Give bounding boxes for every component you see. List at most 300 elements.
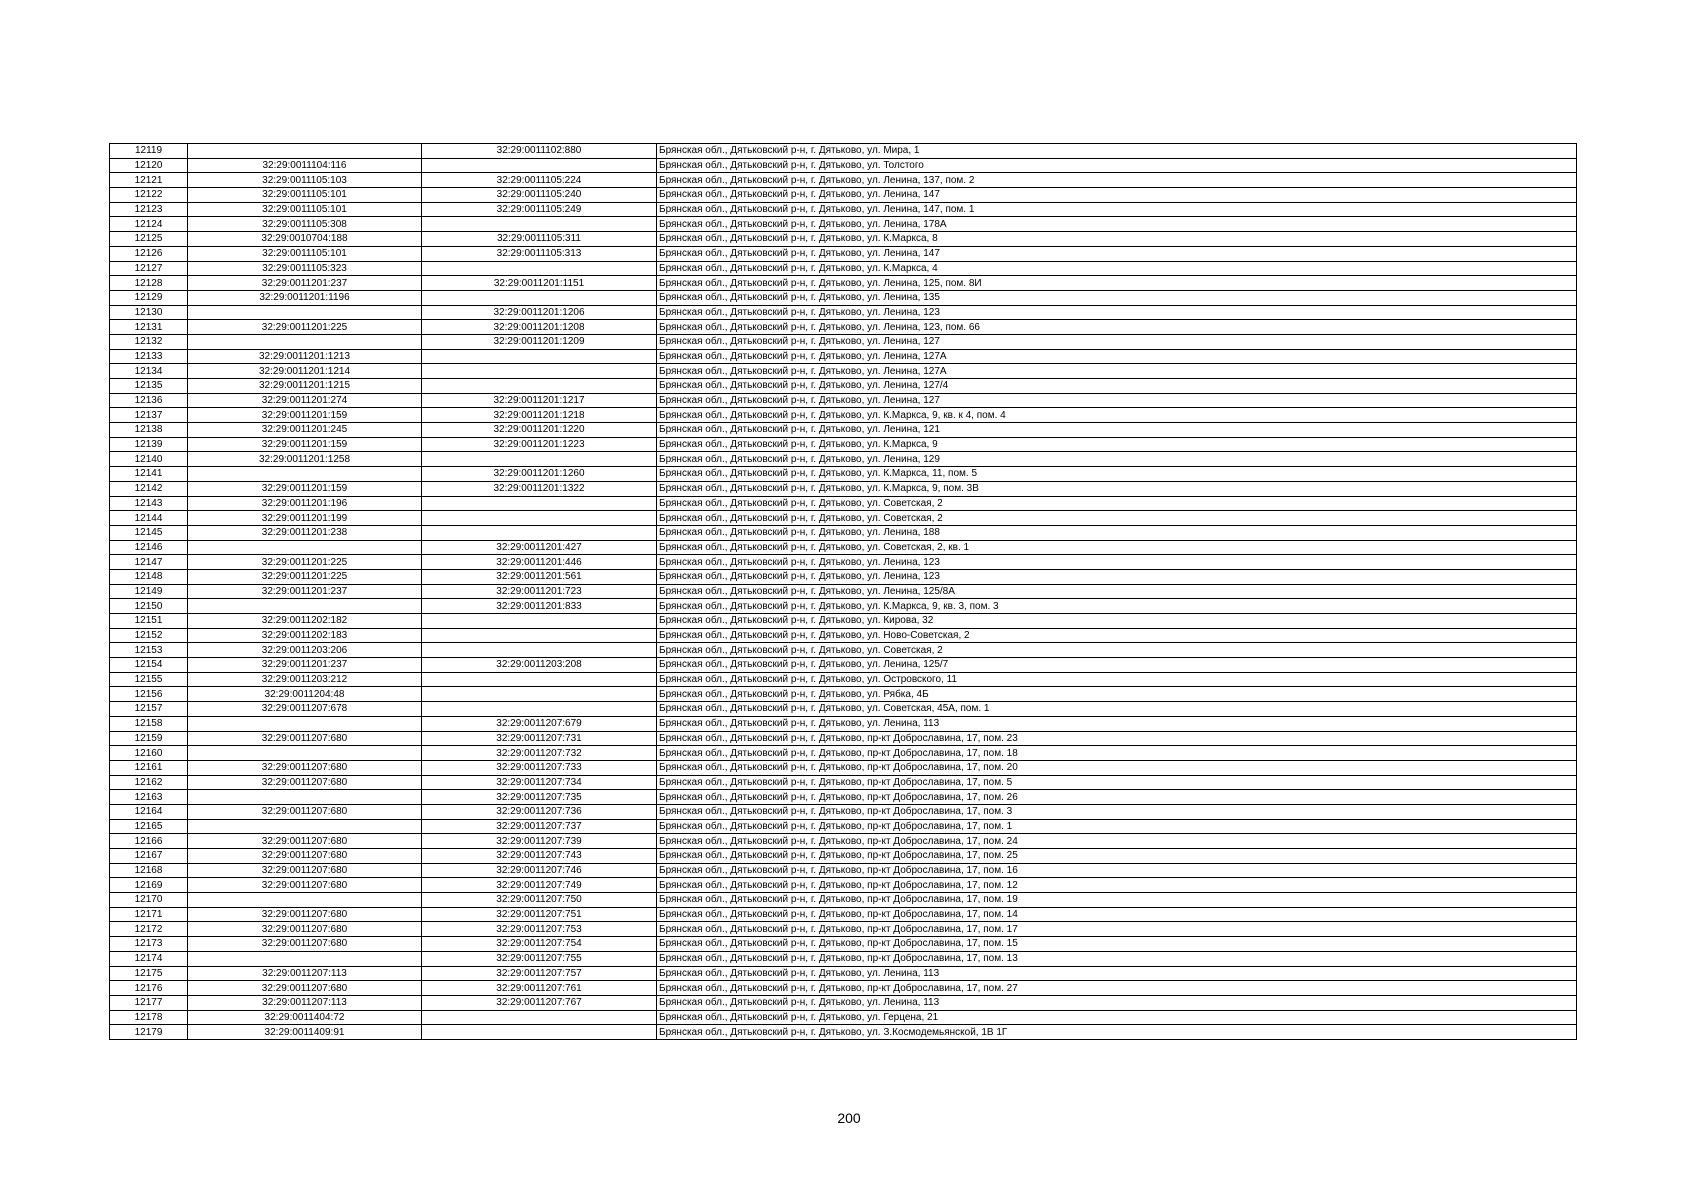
row-number-cell: 12126 — [110, 246, 188, 261]
table-row — [110, 232, 1577, 247]
parcel-number-cell: 32:29:0011104:116 — [188, 158, 422, 173]
row-number-cell: 12176 — [110, 981, 188, 996]
row-number-cell: 12145 — [110, 525, 188, 540]
parcel-number-cell: 32:29:0011207:678 — [188, 702, 422, 717]
address-cell: Брянская обл., Дятьковский р-н, г. Дятьково, пр-кт Доброславина, 17, пом. 5 — [657, 775, 1577, 790]
parcel-number-cell: 32:29:0011201:225 — [188, 320, 422, 335]
table-row — [110, 423, 1577, 438]
address-cell: Брянская обл., Дятьковский р-н, г. Дятьково, ул. Ленина, 123 — [657, 569, 1577, 584]
parcel-number-cell: 32:29:0011207:113 — [188, 995, 422, 1010]
parcel-number-cell: 32:29:0011207:680 — [188, 804, 422, 819]
row-number-cell: 12161 — [110, 760, 188, 775]
row-number-cell: 12125 — [110, 232, 188, 247]
address-cell: Брянская обл., Дятьковский р-н, г. Дятьково, ул. Ленина, 113 — [657, 966, 1577, 981]
parcel-number-cell: 32:29:0011201:1214 — [188, 364, 422, 379]
parcel-number-cell: 32:29:0011201:1196 — [188, 290, 422, 305]
address-cell: Брянская обл., Дятьковский р-н, г. Дятьково, пр-кт Доброславина, 17, пом. 15 — [657, 937, 1577, 952]
address-cell: Брянская обл., Дятьковский р-н, г. Дятьково, пр-кт Доброславина, 17, пом. 17 — [657, 922, 1577, 937]
row-number-cell: 12172 — [110, 922, 188, 937]
parcel-number-cell: 32:29:0011207:680 — [188, 760, 422, 775]
address-cell: Брянская обл., Дятьковский р-н, г. Дятьково, ул. К.Маркса, 4 — [657, 261, 1577, 276]
table-row — [110, 393, 1577, 408]
parcel-number-cell: 32:29:0011105:103 — [188, 173, 422, 188]
table-row — [110, 760, 1577, 775]
table-row — [110, 834, 1577, 849]
object-number-cell: 32:29:0011201:1217 — [422, 393, 657, 408]
table-row — [110, 922, 1577, 937]
table-row — [110, 305, 1577, 320]
address-cell: Брянская обл., Дятьковский р-н, г. Дятьково, ул. Ленина, 123 — [657, 555, 1577, 570]
object-number-cell — [422, 349, 657, 364]
row-number-cell: 12157 — [110, 702, 188, 717]
parcel-number-cell: 32:29:0011207:680 — [188, 922, 422, 937]
parcel-number-cell — [188, 599, 422, 614]
table-row — [110, 540, 1577, 555]
parcel-number-cell — [188, 819, 422, 834]
object-number-cell: 32:29:0011207:754 — [422, 937, 657, 952]
address-cell: Брянская обл., Дятьковский р-н, г. Дятьково, ул. Кирова, 32 — [657, 614, 1577, 629]
parcel-number-cell: 32:29:0011202:183 — [188, 628, 422, 643]
parcel-number-cell: 32:29:0011201:225 — [188, 569, 422, 584]
object-number-cell: 32:29:0011201:1322 — [422, 481, 657, 496]
object-number-cell: 32:29:0011207:731 — [422, 731, 657, 746]
address-cell: Брянская обл., Дятьковский р-н, г. Дятьково, ул. Герцена, 21 — [657, 1010, 1577, 1025]
parcel-number-cell: 32:29:0011201:196 — [188, 496, 422, 511]
parcel-number-cell: 32:29:0011201:237 — [188, 276, 422, 291]
parcel-number-cell: 32:29:0011207:680 — [188, 863, 422, 878]
address-cell: Брянская обл., Дятьковский р-н, г. Дятьково, ул. К.Маркса, 8 — [657, 232, 1577, 247]
table-row — [110, 584, 1577, 599]
address-cell: Брянская обл., Дятьковский р-н, г. Дятьково, ул. Ленина, 188 — [657, 525, 1577, 540]
row-number-cell: 12140 — [110, 452, 188, 467]
parcel-number-cell — [188, 790, 422, 805]
parcel-number-cell: 32:29:0011201:245 — [188, 423, 422, 438]
table-row — [110, 951, 1577, 966]
address-cell: Брянская обл., Дятьковский р-н, г. Дятьково, ул. Советская, 2 — [657, 496, 1577, 511]
table-row — [110, 981, 1577, 996]
object-number-cell — [422, 364, 657, 379]
table-row — [110, 893, 1577, 908]
parcel-number-cell: 32:29:0011201:225 — [188, 555, 422, 570]
address-cell: Брянская обл., Дятьковский р-н, г. Дятьково, ул. З.Космодемьянской, 1В 1Г — [657, 1025, 1577, 1040]
table-row — [110, 863, 1577, 878]
row-number-cell: 12162 — [110, 775, 188, 790]
address-cell: Брянская обл., Дятьковский р-н, г. Дятьково, ул. Ленина, 113 — [657, 995, 1577, 1010]
address-cell: Брянская обл., Дятьковский р-н, г. Дятьково, ул. К.Маркса, 9, кв. к 4, пом. 4 — [657, 408, 1577, 423]
address-cell: Брянская обл., Дятьковский р-н, г. Дятьково, ул. К.Маркса, 9, пом. 3В — [657, 481, 1577, 496]
row-number-cell: 12153 — [110, 643, 188, 658]
object-number-cell: 32:29:0011201:1223 — [422, 437, 657, 452]
row-number-cell: 12142 — [110, 481, 188, 496]
object-number-cell: 32:29:0011207:750 — [422, 893, 657, 908]
object-number-cell: 32:29:0011203:208 — [422, 658, 657, 673]
table-row — [110, 907, 1577, 922]
address-cell: Брянская обл., Дятьковский р-н, г. Дятьково, ул. Ленина, 123 — [657, 305, 1577, 320]
address-cell: Брянская обл., Дятьковский р-н, г. Дятьково, ул. Ленина, 123, пом. 66 — [657, 320, 1577, 335]
address-cell: Брянская обл., Дятьковский р-н, г. Дятьково, пр-кт Доброславина, 17, пом. 24 — [657, 834, 1577, 849]
parcel-number-cell: 32:29:0011105:308 — [188, 217, 422, 232]
row-number-cell: 12168 — [110, 863, 188, 878]
table-row — [110, 746, 1577, 761]
parcel-number-cell: 32:29:0011201:159 — [188, 437, 422, 452]
row-number-cell: 12170 — [110, 893, 188, 908]
object-number-cell: 32:29:0011207:679 — [422, 716, 657, 731]
parcel-number-cell: 32:29:0011105:323 — [188, 261, 422, 276]
address-cell: Брянская обл., Дятьковский р-н, г. Дятьково, ул. Рябка, 4Б — [657, 687, 1577, 702]
object-number-cell: 32:29:0011207:746 — [422, 863, 657, 878]
table-row — [110, 937, 1577, 952]
row-number-cell: 12144 — [110, 511, 188, 526]
object-number-cell: 32:29:0011105:311 — [422, 232, 657, 247]
address-cell: Брянская обл., Дятьковский р-н, г. Дятьково, ул. Ленина, 147, пом. 1 — [657, 202, 1577, 217]
object-number-cell: 32:29:0011105:313 — [422, 246, 657, 261]
parcel-number-cell: 32:29:0011207:680 — [188, 731, 422, 746]
parcel-number-cell: 32:29:0011207:680 — [188, 937, 422, 952]
address-cell: Брянская обл., Дятьковский р-н, г. Дятьково, ул. Ленина, 125, пом. 8И — [657, 276, 1577, 291]
table-row — [110, 628, 1577, 643]
address-cell: Брянская обл., Дятьковский р-н, г. Дятьково, ул. Ленина, 147 — [657, 246, 1577, 261]
row-number-cell: 12127 — [110, 261, 188, 276]
parcel-number-cell: 32:29:0011207:680 — [188, 907, 422, 922]
row-number-cell: 12148 — [110, 569, 188, 584]
object-number-cell: 32:29:0011207:735 — [422, 790, 657, 805]
table-row — [110, 496, 1577, 511]
table-row — [110, 819, 1577, 834]
address-cell: Брянская обл., Дятьковский р-н, г. Дятьково, ул. Ленина, 127/4 — [657, 379, 1577, 394]
table-row — [110, 702, 1577, 717]
parcel-number-cell — [188, 144, 422, 159]
address-cell: Брянская обл., Дятьковский р-н, г. Дятьково, ул. Ленина, 125/8А — [657, 584, 1577, 599]
object-number-cell — [422, 614, 657, 629]
parcel-number-cell: 32:29:0011409:91 — [188, 1025, 422, 1040]
object-number-cell: 32:29:0011201:1260 — [422, 467, 657, 482]
parcel-number-cell: 32:29:0011201:1215 — [188, 379, 422, 394]
row-number-cell: 12141 — [110, 467, 188, 482]
row-number-cell: 12131 — [110, 320, 188, 335]
parcel-number-cell — [188, 467, 422, 482]
parcel-number-cell: 32:29:0011105:101 — [188, 188, 422, 203]
object-number-cell — [422, 1025, 657, 1040]
table-row — [110, 555, 1577, 570]
row-number-cell: 12156 — [110, 687, 188, 702]
table-row — [110, 334, 1577, 349]
row-number-cell: 12122 — [110, 188, 188, 203]
address-cell: Брянская обл., Дятьковский р-н, г. Дятьково, пр-кт Доброславина, 17, пом. 14 — [657, 907, 1577, 922]
row-number-cell: 12165 — [110, 819, 188, 834]
parcel-number-cell: 32:29:0011201:1213 — [188, 349, 422, 364]
row-number-cell: 12150 — [110, 599, 188, 614]
parcel-number-cell: 32:29:0011105:101 — [188, 202, 422, 217]
object-number-cell: 32:29:0011207:751 — [422, 907, 657, 922]
object-number-cell — [422, 452, 657, 467]
object-number-cell — [422, 672, 657, 687]
object-number-cell: 32:29:0011207:743 — [422, 849, 657, 864]
table-row — [110, 804, 1577, 819]
parcel-number-cell: 32:29:0011201:237 — [188, 658, 422, 673]
table-row — [110, 687, 1577, 702]
parcel-number-cell — [188, 746, 422, 761]
table-row — [110, 995, 1577, 1010]
table-row — [110, 144, 1577, 159]
address-cell: Брянская обл., Дятьковский р-н, г. Дятьково, ул. Ленина, 127 — [657, 334, 1577, 349]
object-number-cell: 32:29:0011201:1151 — [422, 276, 657, 291]
address-cell: Брянская обл., Дятьковский р-н, г. Дятьково, ул. Ленина, 121 — [657, 423, 1577, 438]
table-row — [110, 217, 1577, 232]
row-number-cell: 12177 — [110, 995, 188, 1010]
object-number-cell: 32:29:0011207:753 — [422, 922, 657, 937]
row-number-cell: 12143 — [110, 496, 188, 511]
address-cell: Брянская обл., Дятьковский р-н, г. Дятьково, пр-кт Доброславина, 17, пом. 12 — [657, 878, 1577, 893]
address-cell: Брянская обл., Дятьковский р-н, г. Дятьково, пр-кт Доброславина, 17, пом. 19 — [657, 893, 1577, 908]
row-number-cell: 12119 — [110, 144, 188, 159]
address-cell: Брянская обл., Дятьковский р-н, г. Дятьково, пр-кт Доброславина, 17, пом. 18 — [657, 746, 1577, 761]
row-number-cell: 12160 — [110, 746, 188, 761]
object-number-cell: 32:29:0011207:733 — [422, 760, 657, 775]
parcel-number-cell — [188, 305, 422, 320]
parcel-number-cell: 32:29:0010704:188 — [188, 232, 422, 247]
row-number-cell: 12175 — [110, 966, 188, 981]
table-row — [110, 290, 1577, 305]
row-number-cell: 12146 — [110, 540, 188, 555]
address-cell: Брянская обл., Дятьковский р-н, г. Дятьково, ул. Советская, 45А, пом. 1 — [657, 702, 1577, 717]
object-number-cell: 32:29:0011105:249 — [422, 202, 657, 217]
object-number-cell — [422, 525, 657, 540]
object-number-cell: 32:29:0011105:224 — [422, 173, 657, 188]
object-number-cell: 32:29:0011201:561 — [422, 569, 657, 584]
address-cell: Брянская обл., Дятьковский р-н, г. Дятьково, ул. Ново-Советская, 2 — [657, 628, 1577, 643]
object-number-cell: 32:29:0011207:757 — [422, 966, 657, 981]
object-number-cell: 32:29:0011207:767 — [422, 995, 657, 1010]
object-number-cell — [422, 379, 657, 394]
object-number-cell — [422, 702, 657, 717]
row-number-cell: 12129 — [110, 290, 188, 305]
row-number-cell: 12178 — [110, 1010, 188, 1025]
table-row — [110, 614, 1577, 629]
table-row — [110, 437, 1577, 452]
address-cell: Брянская обл., Дятьковский р-н, г. Дятьково, пр-кт Доброславина, 17, пом. 13 — [657, 951, 1577, 966]
row-number-cell: 12139 — [110, 437, 188, 452]
table-row — [110, 966, 1577, 981]
object-number-cell — [422, 158, 657, 173]
object-number-cell: 32:29:0011102:880 — [422, 144, 657, 159]
row-number-cell: 12173 — [110, 937, 188, 952]
table-row — [110, 599, 1577, 614]
parcel-number-cell: 32:29:0011207:680 — [188, 849, 422, 864]
parcel-number-cell: 32:29:0011203:206 — [188, 643, 422, 658]
row-number-cell: 12174 — [110, 951, 188, 966]
object-number-cell: 32:29:0011207:737 — [422, 819, 657, 834]
object-number-cell: 32:29:0011207:749 — [422, 878, 657, 893]
parcel-number-cell: 32:29:0011202:182 — [188, 614, 422, 629]
table-row — [110, 716, 1577, 731]
parcel-number-cell — [188, 334, 422, 349]
address-cell: Брянская обл., Дятьковский р-н, г. Дятьково, ул. Ленина, 147 — [657, 188, 1577, 203]
object-number-cell — [422, 217, 657, 232]
parcel-number-cell: 32:29:0011201:237 — [188, 584, 422, 599]
table-row — [110, 643, 1577, 658]
parcel-number-cell: 32:29:0011201:1258 — [188, 452, 422, 467]
object-number-cell — [422, 511, 657, 526]
address-cell: Брянская обл., Дятьковский р-н, г. Дятьково, ул. Ленина, 127А — [657, 364, 1577, 379]
table-row — [110, 261, 1577, 276]
object-number-cell: 32:29:0011201:1208 — [422, 320, 657, 335]
parcel-number-cell: 32:29:0011201:159 — [188, 408, 422, 423]
table-row — [110, 158, 1577, 173]
object-number-cell: 32:29:0011207:732 — [422, 746, 657, 761]
object-number-cell: 32:29:0011207:761 — [422, 981, 657, 996]
table-row — [110, 452, 1577, 467]
address-cell: Брянская обл., Дятьковский р-н, г. Дятьково, пр-кт Доброславина, 17, пом. 27 — [657, 981, 1577, 996]
table-row — [110, 188, 1577, 203]
table-row — [110, 1025, 1577, 1040]
table-row — [110, 246, 1577, 261]
object-number-cell — [422, 643, 657, 658]
address-cell: Брянская обл., Дятьковский р-н, г. Дятьково, ул. Мира, 1 — [657, 144, 1577, 159]
row-number-cell: 12132 — [110, 334, 188, 349]
address-cell: Брянская обл., Дятьковский р-н, г. Дятьково, пр-кт Доброславина, 17, пом. 1 — [657, 819, 1577, 834]
object-number-cell: 32:29:0011207:734 — [422, 775, 657, 790]
address-cell: Брянская обл., Дятьковский р-н, г. Дятьково, ул. Советская, 2 — [657, 511, 1577, 526]
row-number-cell: 12134 — [110, 364, 188, 379]
address-cell: Брянская обл., Дятьковский р-н, г. Дятьково, пр-кт Доброславина, 17, пом. 20 — [657, 760, 1577, 775]
table-row — [110, 511, 1577, 526]
parcel-number-cell: 32:29:0011207:680 — [188, 878, 422, 893]
address-cell: Брянская обл., Дятьковский р-н, г. Дятьково, ул. Ленина, 127 — [657, 393, 1577, 408]
row-number-cell: 12167 — [110, 849, 188, 864]
row-number-cell: 12128 — [110, 276, 188, 291]
table-row — [110, 790, 1577, 805]
table-row — [110, 775, 1577, 790]
row-number-cell: 12151 — [110, 614, 188, 629]
row-number-cell: 12171 — [110, 907, 188, 922]
table-row — [110, 202, 1577, 217]
row-number-cell: 12159 — [110, 731, 188, 746]
parcel-number-cell: 32:29:0011201:199 — [188, 511, 422, 526]
address-cell: Брянская обл., Дятьковский р-н, г. Дятьково, ул. Островского, 11 — [657, 672, 1577, 687]
object-number-cell — [422, 628, 657, 643]
row-number-cell: 12137 — [110, 408, 188, 423]
object-number-cell: 32:29:0011207:755 — [422, 951, 657, 966]
address-cell: Брянская обл., Дятьковский р-н, г. Дятьково, пр-кт Доброславина, 17, пом. 16 — [657, 863, 1577, 878]
row-number-cell: 12133 — [110, 349, 188, 364]
parcel-number-cell: 32:29:0011105:101 — [188, 246, 422, 261]
table-row — [110, 569, 1577, 584]
row-number-cell: 12123 — [110, 202, 188, 217]
object-number-cell: 32:29:0011105:240 — [422, 188, 657, 203]
object-number-cell: 32:29:0011201:1206 — [422, 305, 657, 320]
table-row — [110, 364, 1577, 379]
address-cell: Брянская обл., Дятьковский р-н, г. Дятьково, ул. Ленина, 135 — [657, 290, 1577, 305]
row-number-cell: 12166 — [110, 834, 188, 849]
object-number-cell: 32:29:0011201:446 — [422, 555, 657, 570]
table-row — [110, 349, 1577, 364]
object-number-cell: 32:29:0011201:1218 — [422, 408, 657, 423]
table-row — [110, 731, 1577, 746]
row-number-cell: 12124 — [110, 217, 188, 232]
address-cell: Брянская обл., Дятьковский р-н, г. Дятьково, ул. Ленина, 125/7 — [657, 658, 1577, 673]
table-row — [110, 672, 1577, 687]
object-number-cell: 32:29:0011201:833 — [422, 599, 657, 614]
address-cell: Брянская обл., Дятьковский р-н, г. Дятьково, ул. Советская, 2 — [657, 643, 1577, 658]
parcel-number-cell — [188, 951, 422, 966]
address-cell: Брянская обл., Дятьковский р-н, г. Дятьково, пр-кт Доброславина, 17, пом. 23 — [657, 731, 1577, 746]
table-row — [110, 379, 1577, 394]
table-row — [110, 481, 1577, 496]
address-cell: Брянская обл., Дятьковский р-н, г. Дятьково, ул. Толстого — [657, 158, 1577, 173]
table-row — [110, 849, 1577, 864]
row-number-cell: 12130 — [110, 305, 188, 320]
object-number-cell — [422, 290, 657, 305]
parcel-number-cell: 32:29:0011207:680 — [188, 834, 422, 849]
address-cell: Брянская обл., Дятьковский р-н, г. Дятьково, ул. К.Маркса, 11, пом. 5 — [657, 467, 1577, 482]
row-number-cell: 12120 — [110, 158, 188, 173]
address-cell: Брянская обл., Дятьковский р-н, г. Дятьково, пр-кт Доброславина, 17, пом. 3 — [657, 804, 1577, 819]
address-cell: Брянская обл., Дятьковский р-н, г. Дятьково, пр-кт Доброславина, 17, пом. 25 — [657, 849, 1577, 864]
parcel-number-cell: 32:29:0011201:238 — [188, 525, 422, 540]
row-number-cell: 12154 — [110, 658, 188, 673]
table-row — [110, 408, 1577, 423]
table-row — [110, 276, 1577, 291]
table-row — [110, 658, 1577, 673]
row-number-cell: 12121 — [110, 173, 188, 188]
parcel-number-cell: 32:29:0011203:212 — [188, 672, 422, 687]
row-number-cell: 12163 — [110, 790, 188, 805]
address-cell: Брянская обл., Дятьковский р-н, г. Дятьково, ул. Советская, 2, кв. 1 — [657, 540, 1577, 555]
row-number-cell: 12152 — [110, 628, 188, 643]
page-number: 200 — [837, 1110, 861, 1126]
object-number-cell: 32:29:0011201:723 — [422, 584, 657, 599]
row-number-cell: 12147 — [110, 555, 188, 570]
registry-table — [109, 143, 1577, 1040]
object-number-cell — [422, 687, 657, 702]
row-number-cell: 12179 — [110, 1025, 188, 1040]
table-row — [110, 320, 1577, 335]
row-number-cell: 12155 — [110, 672, 188, 687]
row-number-cell: 12136 — [110, 393, 188, 408]
row-number-cell: 12158 — [110, 716, 188, 731]
address-cell: Брянская обл., Дятьковский р-н, г. Дятьково, ул. К.Маркса, 9 — [657, 437, 1577, 452]
parcel-number-cell: 32:29:0011207:113 — [188, 966, 422, 981]
address-cell: Брянская обл., Дятьковский р-н, г. Дятьково, ул. К.Маркса, 9, кв. 3, пом. 3 — [657, 599, 1577, 614]
parcel-number-cell: 32:29:0011201:274 — [188, 393, 422, 408]
row-number-cell: 12164 — [110, 804, 188, 819]
parcel-number-cell: 32:29:0011204:48 — [188, 687, 422, 702]
table-row — [110, 173, 1577, 188]
parcel-number-cell — [188, 893, 422, 908]
object-number-cell — [422, 261, 657, 276]
object-number-cell: 32:29:0011201:427 — [422, 540, 657, 555]
object-number-cell — [422, 496, 657, 511]
object-number-cell: 32:29:0011201:1220 — [422, 423, 657, 438]
object-number-cell: 32:29:0011207:739 — [422, 834, 657, 849]
parcel-number-cell — [188, 716, 422, 731]
parcel-number-cell: 32:29:0011207:680 — [188, 775, 422, 790]
address-cell: Брянская обл., Дятьковский р-н, г. Дятьково, ул. Ленина, 178А — [657, 217, 1577, 232]
address-cell: Брянская обл., Дятьковский р-н, г. Дятьково, ул. Ленина, 127А — [657, 349, 1577, 364]
parcel-number-cell: 32:29:0011201:159 — [188, 481, 422, 496]
address-cell: Брянская обл., Дятьковский р-н, г. Дятьково, ул. Ленина, 137, пом. 2 — [657, 173, 1577, 188]
row-number-cell: 12149 — [110, 584, 188, 599]
parcel-number-cell: 32:29:0011207:680 — [188, 981, 422, 996]
table-row — [110, 1010, 1577, 1025]
row-number-cell: 12135 — [110, 379, 188, 394]
address-cell: Брянская обл., Дятьковский р-н, г. Дятьково, ул. Ленина, 129 — [657, 452, 1577, 467]
row-number-cell: 12138 — [110, 423, 188, 438]
parcel-number-cell: 32:29:0011404:72 — [188, 1010, 422, 1025]
object-number-cell: 32:29:0011201:1209 — [422, 334, 657, 349]
parcel-number-cell — [188, 540, 422, 555]
row-number-cell: 12169 — [110, 878, 188, 893]
